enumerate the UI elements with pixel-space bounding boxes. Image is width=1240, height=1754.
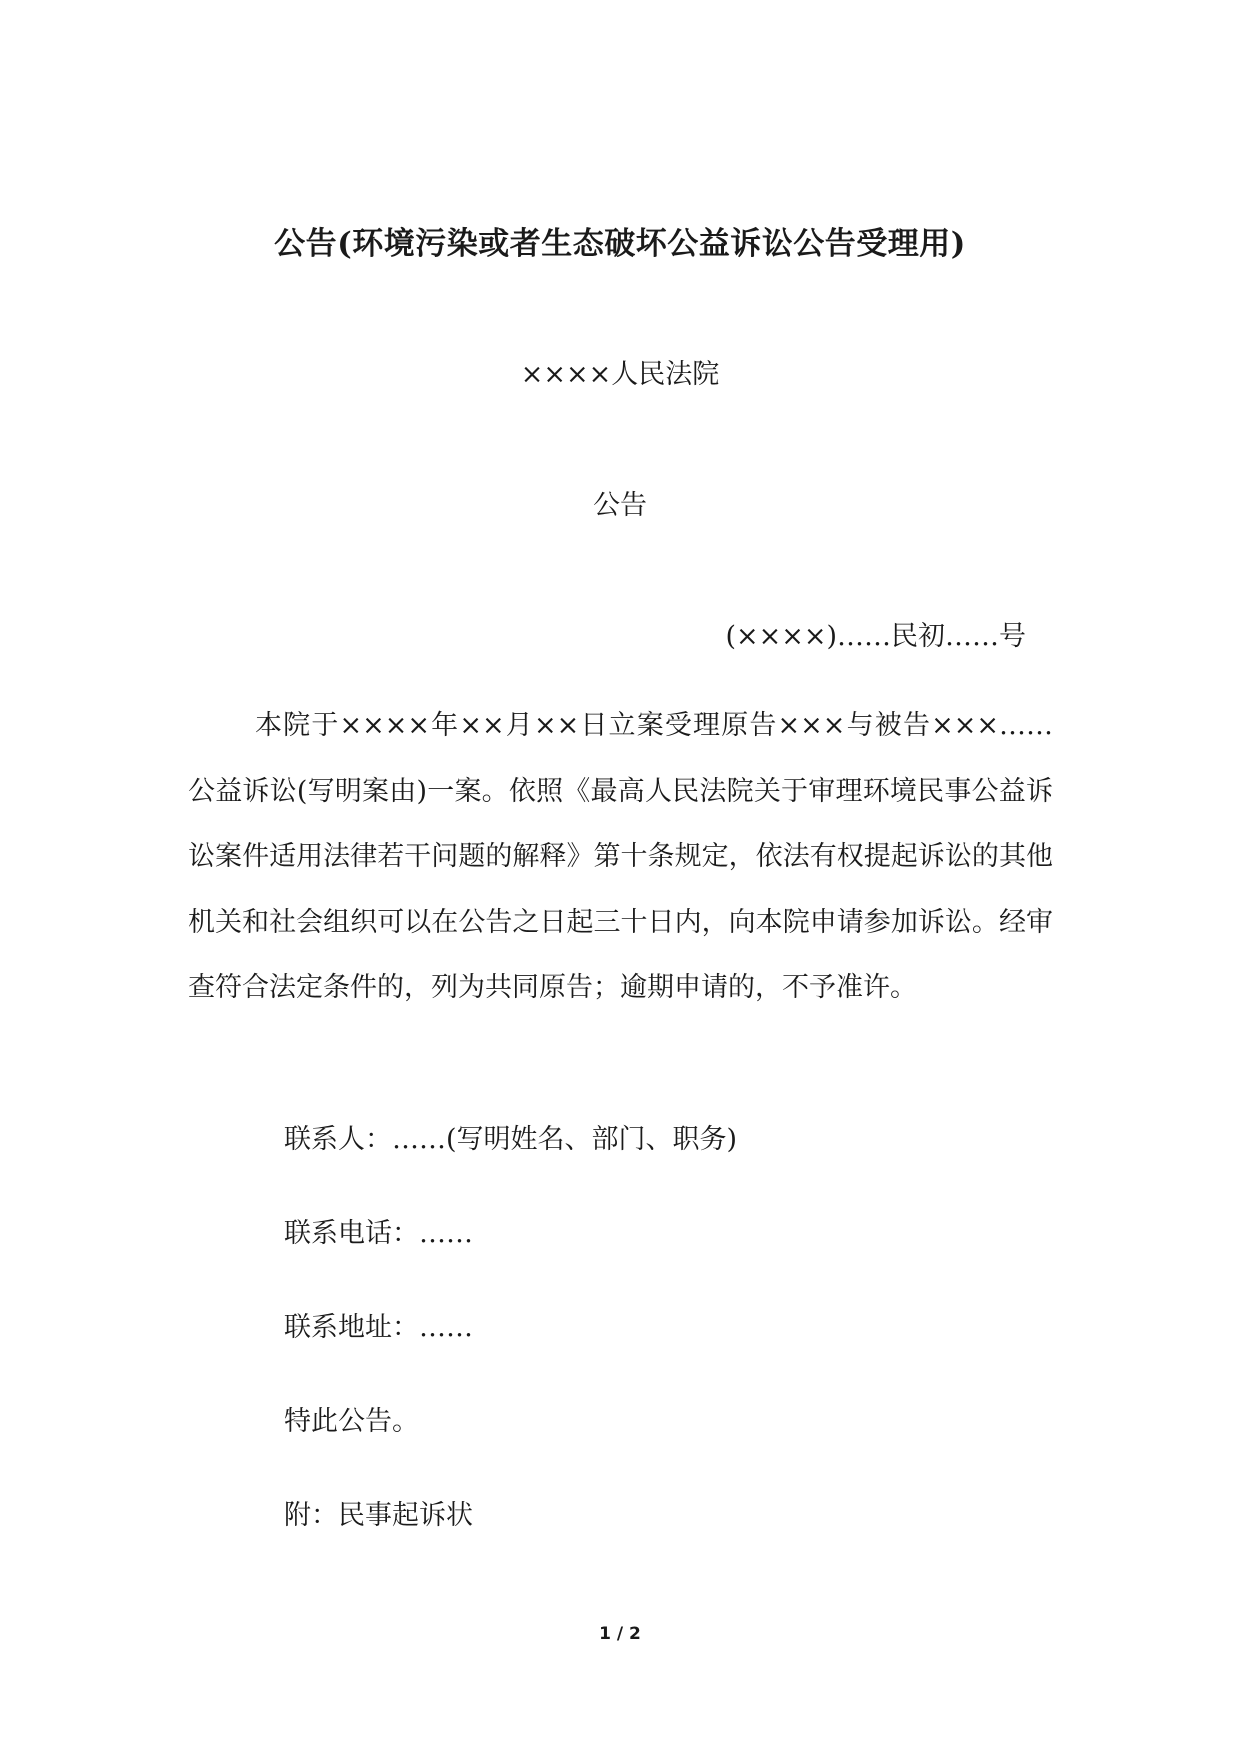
closing-statement: 特此公告。 xyxy=(284,1406,419,1437)
case-number: (××××)……民初……号 xyxy=(725,621,1026,652)
page-number: 1 / 2 xyxy=(599,1624,641,1644)
body-paragraph: 本院于××××年××月××日立案受理原告×××与被告×××……公益诉讼(写明案由)一案。依照《最高人民法院关于审理环境民事公益诉讼案件适用法律若干问题的解释》第十条规定，依法有权提起诉讼的其他机关和社会组织可以在公告之日起三十日内，向本院申请参加诉讼。经审查符合法定条件的，列为共同原告；逾期申请的，不予准许。 xyxy=(188,710,1053,1003)
contact-phone: 联系电话：…… xyxy=(284,1218,473,1249)
contact-person: 联系人：……(写明姓名、部门、职务) xyxy=(284,1124,738,1155)
attachment-note: 附：民事起诉状 xyxy=(284,1500,473,1531)
notice-heading: 公告 xyxy=(593,490,647,521)
court-name: ××××人民法院 xyxy=(520,359,720,390)
contact-address: 联系地址：…… xyxy=(284,1312,473,1343)
document-title: 公告(环境污染或者生态破坏公益诉讼公告受理用) xyxy=(274,226,966,262)
